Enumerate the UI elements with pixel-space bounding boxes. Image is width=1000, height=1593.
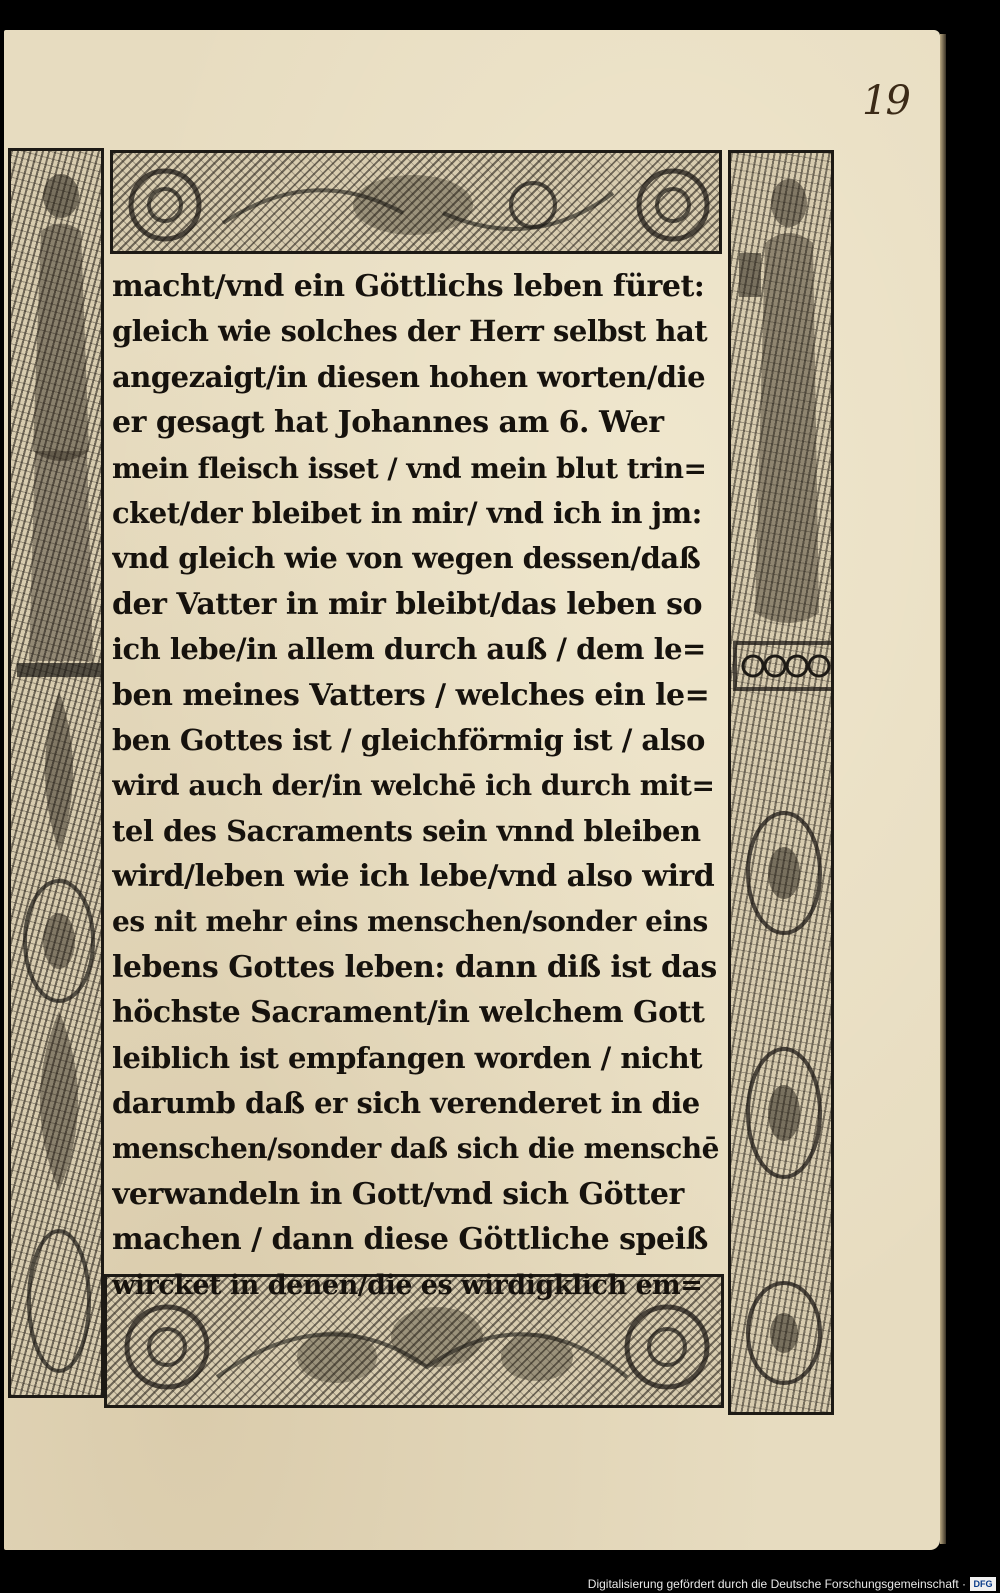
text-line: darumb daß er sich verenderet in die <box>112 1086 700 1121</box>
text-line: machen / dann diese Göttliche speiß <box>112 1222 708 1258</box>
text-line: cket/der bleibet in mir/ vnd ich in jm: <box>112 495 702 530</box>
text-line: der Vatter in mir bleibt/das leben so <box>112 586 702 622</box>
text-line: gleich wie solches der Herr selbst hat <box>112 314 708 349</box>
text-line: wird auch der/in welchē ich durch mit= <box>112 769 715 803</box>
text-line: tel des Sacraments sein vnnd bleiben <box>112 813 701 848</box>
page-number: 19 <box>862 78 909 124</box>
text-line: es nit mehr eins menschen/sonder eins <box>112 905 708 939</box>
digitization-credit: Digitalisierung gefördert durch die Deutsche Forschungsgemeinschaft · <box>587 1577 966 1591</box>
standing-figure-illustration <box>11 151 104 1398</box>
text-line: höchste Sacrament/in welchem Gott <box>112 995 705 1031</box>
book-page <box>4 30 940 1550</box>
text-line: vnd gleich wie von wegen dessen/daß <box>112 541 701 576</box>
foliage-ornament <box>113 153 722 254</box>
text-block <box>112 264 720 1308</box>
text-line: verwandeln in Gott/vnd sich Götter <box>112 1176 684 1212</box>
text-line: ben Gottes ist / gleichförmig ist / also <box>112 722 705 757</box>
dfg-logo: DFG <box>970 1577 996 1591</box>
text-line: er gesagt hat Johannes am 6. Wer <box>112 405 664 441</box>
text-line: menschen/sonder daß sich die menschē <box>112 1132 719 1166</box>
text-line: wird/leben wie ich lebe/vnd also wird <box>112 859 715 895</box>
text-line: mein fleisch isset / vnd mein blut trin= <box>112 451 707 485</box>
text-line: macht/vnd ein Göttlichs leben füret: <box>112 269 705 304</box>
figure-with-vessel-illustration <box>731 153 834 1415</box>
text-line: lebens Gottes leben: dann diß ist das <box>112 949 717 985</box>
text-line: angezaigt/in diesen hohen worten/die <box>112 359 706 394</box>
left-woodcut-border <box>8 148 104 1398</box>
text-line: leiblich ist empfangen worden / nicht <box>112 1040 703 1075</box>
text-line: wircket in denen/die es wirdigklich em= <box>112 1269 703 1301</box>
top-ornamental-band <box>110 150 722 254</box>
right-woodcut-border <box>728 150 834 1415</box>
page-edge-shadow <box>940 34 946 1544</box>
text-line: ben meines Vatters / welches ein le= <box>112 677 710 713</box>
text-line: ich lebe/in allem durch auß / dem le= <box>112 632 706 667</box>
